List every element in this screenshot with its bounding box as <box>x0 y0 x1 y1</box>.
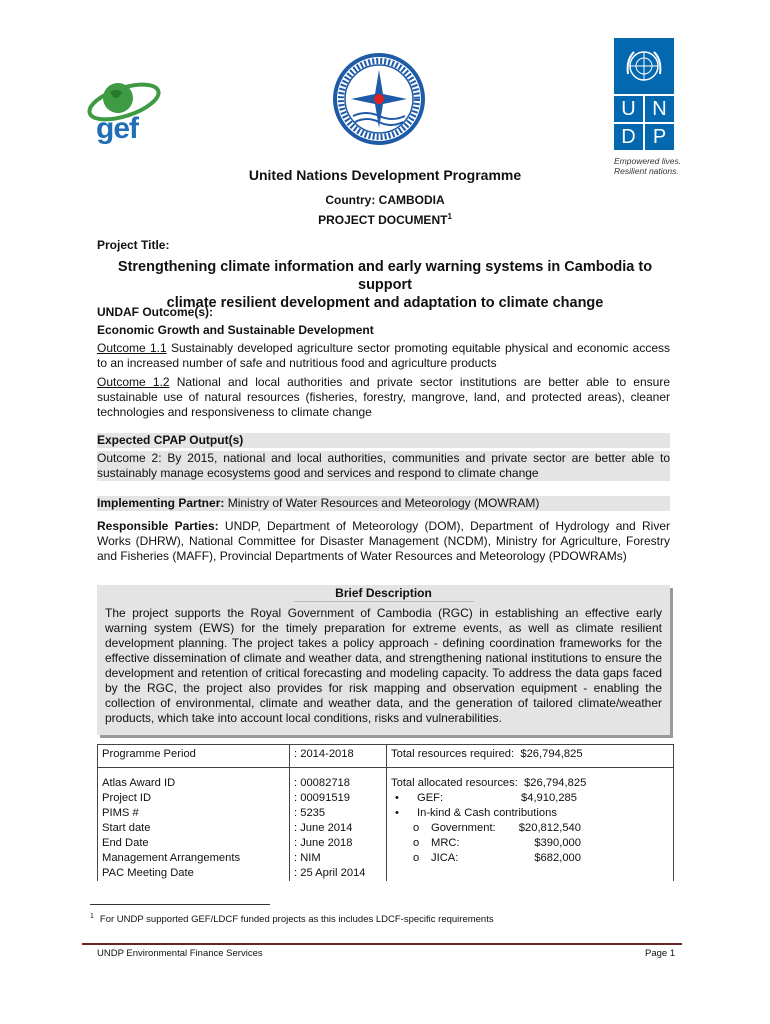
government-contribution <box>391 821 669 836</box>
inkind-label: In-kind & Cash contributions <box>417 807 557 819</box>
programme-period-value: : 2014-2018 <box>290 745 387 768</box>
outcome-1-1-link[interactable]: Outcome 1.1 <box>97 341 167 355</box>
details-values-cell <box>290 768 387 882</box>
undp-letter-u: U <box>614 96 643 122</box>
footnote-number: 1 <box>90 913 94 920</box>
undp-letter-d: D <box>614 124 643 150</box>
end-date-value: : June 2018 <box>294 837 353 849</box>
undp-logo <box>614 38 682 176</box>
cambodia-seal <box>329 52 429 146</box>
inkind-contribution <box>391 806 669 821</box>
footnote-ref: 1 <box>447 212 452 221</box>
implementing-partner-text: Ministry of Water Resources and Meteorology (MOWRAM) <box>224 496 540 510</box>
project-id-value: : 00091519 <box>294 792 350 804</box>
country-label: Country: CAMBODIA <box>325 193 445 207</box>
pac-meeting-date-value: : 25 April 2014 <box>294 867 366 879</box>
outcome-1-2-text: National and local authorities and private sector institutions are better able to ensure sustainable use of natural resources (fisheries, forestry, mangrove, land, and protected areas), cleaner technologies and responsiveness to climate change <box>97 375 670 419</box>
undp-letter-p: P <box>645 124 674 150</box>
table-row <box>98 745 674 768</box>
undp-emblem <box>614 38 674 94</box>
details-labels-cell <box>98 768 290 882</box>
ministry-seal-icon <box>329 52 429 146</box>
undp-letter-n: N <box>645 96 674 122</box>
implementing-partner <box>97 496 670 511</box>
responsible-parties-text: UNDP, Department of Meteorology (DOM), Department of Hydrology and River Works (DHRW), National Committee for Disaster Management (NCDM), Ministry for Agriculture, Forestry and Fisheries (MAFF), Provincial Departments of Water Resources and Meteorology (PDOWRAMs) <box>97 519 670 563</box>
total-required-value: $26,794,825 <box>520 748 583 760</box>
start-date-label: Start date <box>102 822 151 834</box>
total-allocated <box>391 776 669 791</box>
project-title <box>90 258 680 312</box>
responsible-parties-label: Responsible Parties: <box>97 519 219 533</box>
project-title-line-1: Strengthening climate information and early warning systems in Cambodia to support <box>117 259 653 293</box>
brief-description-text: The project supports the Royal Government of Cambodia (RGC) in establishing an effective early warning system (EWS) for the timely preparation for extreme events, as well as climate resilient development planning. The project takes a policy approach - defining coordination frameworks for the effective dissemination of climate and weather data, and strengthening national institutions to ensure the development and retention of critical forecasting and modeling capacity. To address the data gaps faced by the RGC, the project also provides for risk mapping and observation equipment - enabling the collection of environmental, climate and weather data, and the generation of tailored climate/weather products, which take into account local conditions, risks and vulnerabilities. <box>105 606 662 725</box>
government-value: $20,812,540 <box>518 822 581 834</box>
pac-meeting-date-label: PAC Meeting Date <box>102 867 194 879</box>
page-number: Page 1 <box>645 948 676 959</box>
mrc-contribution <box>391 836 669 851</box>
undp-tagline-2: Resilient nations. <box>614 166 679 176</box>
footer-left-text: UNDP Environmental Finance Services <box>97 948 263 959</box>
government-label: Government: <box>431 822 496 834</box>
programme-info-table <box>97 744 674 881</box>
pims-value: : 5235 <box>294 807 326 819</box>
bullet-icon: • <box>395 807 399 819</box>
undaf-label: UNDAF Outcome(s): <box>97 305 213 319</box>
cpap-label: Expected CPAP Output(s) <box>97 433 670 448</box>
brief-description-heading: Brief Description <box>294 585 474 602</box>
undaf-outcome-2 <box>97 375 670 420</box>
project-document-label: PROJECT DOCUMENT <box>318 213 448 227</box>
jica-label: JICA: <box>431 852 459 864</box>
brief-description-box <box>97 585 670 735</box>
atlas-award-id-label: Atlas Award ID <box>102 777 176 789</box>
un-emblem-icon <box>622 44 666 88</box>
total-required-label: Total resources required: <box>391 748 515 760</box>
jica-contribution <box>391 851 669 866</box>
outcome-1-1-text: Sustainably developed agriculture sector promoting equitable physical and economic access to an increased number of safe and nutritious food and agriculture products <box>97 341 670 370</box>
project-document-heading <box>0 212 770 227</box>
responsible-parties <box>97 519 670 564</box>
total-allocated-value: $26,794,825 <box>524 777 587 789</box>
programme-period-label: Programme Period <box>98 745 290 768</box>
management-arrangements-label: Management Arrangements <box>102 852 241 864</box>
footer-rule <box>82 943 682 945</box>
gef-logo <box>84 72 164 152</box>
project-title-line-2: climate resilient development and adaptation to climate change <box>166 295 604 311</box>
outcome-1-2-link[interactable]: Outcome 1.2 <box>97 375 170 389</box>
implementing-partner-label: Implementing Partner: <box>97 496 225 510</box>
circle-bullet-icon: o <box>413 852 420 864</box>
footnote-text: For UNDP supported GEF/LDCF funded projects as this includes LDCF-specific requirements <box>99 914 494 926</box>
undaf-subtitle: Economic Growth and Sustainable Development <box>97 323 374 337</box>
footnote <box>90 913 494 925</box>
management-arrangements-value: : NIM <box>294 852 321 864</box>
project-title-label: Project Title: <box>97 238 170 252</box>
jica-value: $682,000 <box>534 852 581 864</box>
atlas-award-id-value: : 00082718 <box>294 777 350 789</box>
start-date-value: : June 2014 <box>294 822 353 834</box>
gef-logo-text: gef <box>96 112 138 145</box>
total-allocated-label: Total allocated resources: <box>391 777 518 789</box>
footnote-divider <box>90 904 270 905</box>
allocated-resources-cell <box>387 768 674 882</box>
circle-bullet-icon: o <box>413 837 420 849</box>
end-date-label: End Date <box>102 837 149 849</box>
total-required-cell <box>387 745 674 768</box>
gef-label: GEF: <box>417 792 444 804</box>
table-row <box>98 768 674 882</box>
bullet-icon: • <box>395 792 399 804</box>
undaf-outcome-1 <box>97 341 670 371</box>
circle-bullet-icon: o <box>413 822 420 834</box>
cpap-text: Outcome 2: By 2015, national and local authorities, communities and private sector are better able to sustainably manage ecosystems good and services and respond to climate change <box>97 451 670 480</box>
project-id-label: Project ID <box>102 792 152 804</box>
org-title: United Nations Development Programme <box>248 167 522 183</box>
pims-label: PIMS # <box>102 807 139 819</box>
mrc-label: MRC: <box>431 837 460 849</box>
undp-tagline-1: Empowered lives. <box>614 156 682 166</box>
undp-letter-grid <box>614 96 678 150</box>
gef-contribution <box>391 791 669 806</box>
mrc-value: $390,000 <box>534 837 581 849</box>
gef-value: $4,910,285 <box>521 792 577 804</box>
